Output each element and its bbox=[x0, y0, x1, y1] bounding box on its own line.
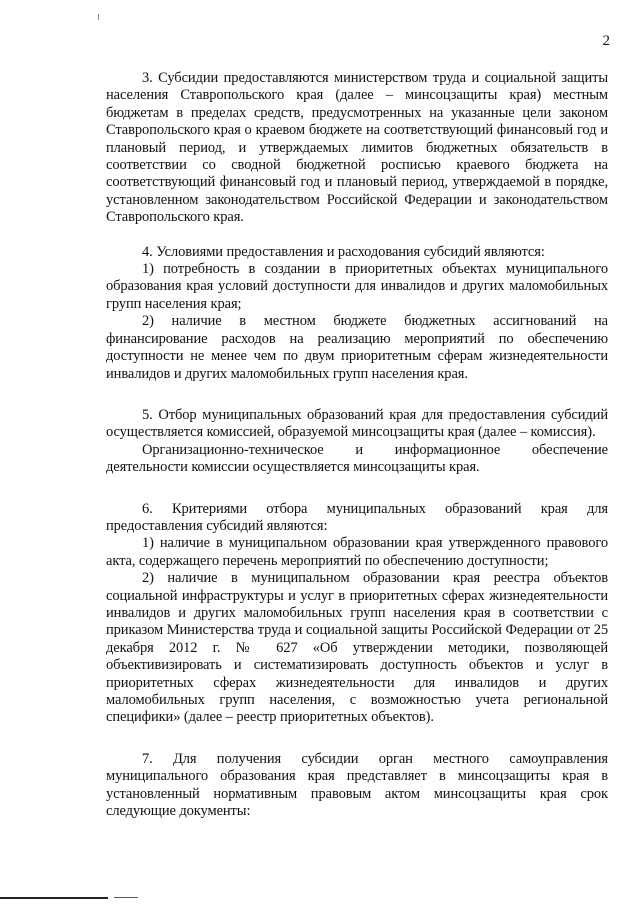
page-number: 2 bbox=[602, 33, 610, 49]
paragraph-5-continuation: Организационно-техническое и информационное обеспечение деятельности комиссии осуществляется минсоцзащиты края. bbox=[106, 441, 608, 476]
scan-artifact bbox=[98, 14, 99, 20]
scan-artifact-line bbox=[114, 897, 138, 898]
paragraph-5: 5. Отбор муниципальных образований края для предоставления субсидий осуществляется комиссией, образуемой минсоцзащиты края (далее – комиссия). bbox=[106, 406, 608, 441]
paragraph-3: 3. Субсидии предоставляются министерством труда и социальной защиты населения Ставропольского края (далее – минсоцзащиты края) местным бюджетам в пределах средств, предусмотренных на указанные цели законом Ставропольского края о краевом бюджете на соответствующий финансовый год и плановый период, и утверждаемых лимитов бюджетных обязательств в соответствии со сводной бюджетной росписью краевого бюджета на соответствующий финансовый год и плановый период, утверждаемой в порядке, установленном законодательством Российской Федерации и законодательством Ставропольского края. bbox=[106, 70, 608, 226]
paragraph-6-item-1: 1) наличие в муниципальном образовании края утвержденного правового акта, содержащего перечень мероприятий по обеспечению доступности; bbox=[106, 535, 608, 569]
paragraph-7: 7. Для получения субсидии орган местного самоуправления муниципального образования края представляет в минсоцзащиты края в установленный нормативным правовым актом минсоцзащиты края срок следующие документы: bbox=[106, 750, 608, 820]
paragraph-4-item-1: 1) потребность в создании в приоритетных объектах муниципального образования края условий доступности для инвалидов и других маломобильных групп населения края; bbox=[106, 261, 608, 312]
document-body bbox=[106, 70, 608, 820]
paragraph-6: 6. Критериями отбора муниципальных образований края для предоставления субсидий являются: bbox=[106, 500, 608, 534]
scan-artifact-line bbox=[0, 897, 108, 899]
paragraph-4-item-2: 2) наличие в местном бюджете бюджетных ассигнований на финансирование расходов на реализацию мероприятий по обеспечению доступности не менее чем по двум приоритетным сферам жизнедеятельности инвалидов и других маломобильных групп населения края. bbox=[106, 313, 608, 382]
paragraph-6-item-2: 2) наличие в муниципальном образовании края реестра объектов социальной инфраструктуры и услуг в приоритетных сферах жизнедеятельности инвалидов и других маломобильных групп населения края в соответствии с приказом Министерства труда и социальной защиты Российской Федерации от 25 декабря 2012 г. № 627 «Об утверждении методики, позволяющей объективизировать и систематизировать доступность объектов и услуг в приоритетных сферах жизнедеятельности для инвалидов и других маломобильных групп населения, с возможностью учета региональной специфики» (далее – реестр приоритетных объектов). bbox=[106, 570, 608, 726]
paragraph-4: 4. Условиями предоставления и расходования субсидий являются: bbox=[142, 243, 545, 260]
